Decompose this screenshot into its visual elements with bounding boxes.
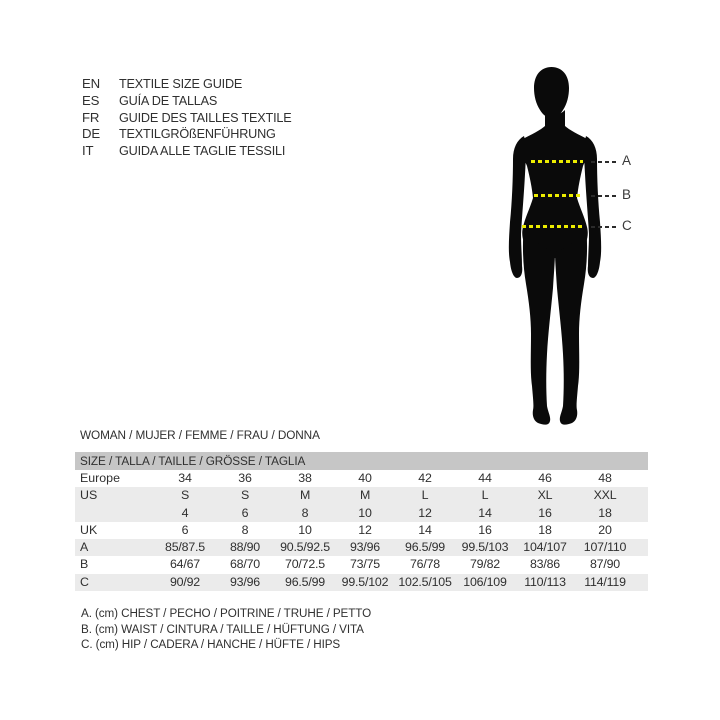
size-cell: 83/86 (529, 557, 560, 572)
size-cell: 87/90 (589, 557, 620, 572)
language-code: FR (82, 109, 100, 125)
size-cell: 34 (178, 471, 192, 485)
size-cell: 18 (538, 522, 552, 537)
size-cell: M (359, 488, 371, 503)
language-code: IT (82, 143, 94, 159)
table-row (75, 522, 648, 539)
row-label: Europe (80, 471, 120, 485)
marker-connector-dash-line (591, 195, 618, 197)
language-code: ES (82, 92, 100, 108)
row-label: C (80, 574, 89, 589)
size-cell: 44 (478, 471, 492, 485)
body-measure-dash-line (534, 194, 580, 197)
table-row (75, 470, 648, 487)
size-cell: 10 (358, 505, 372, 520)
size-cell: 18 (598, 505, 612, 520)
size-cell: 6 (241, 505, 249, 520)
size-cell: L (481, 488, 489, 503)
table-row (75, 574, 648, 591)
table-row (75, 556, 648, 573)
size-cell: 8 (241, 522, 249, 537)
size-cell: S (180, 488, 190, 503)
language-title: GUÍA DE TALLAS (119, 92, 218, 108)
table-row (75, 487, 648, 504)
body-measure-dash-line (522, 225, 584, 228)
measurement-notes (81, 606, 386, 653)
language-title: TEXTILE SIZE GUIDE (119, 76, 243, 91)
body-measure-dash-line (531, 160, 583, 163)
measurement-note: B. (cm) WAIST / CINTURA / TAILLE / HÜFTUNG / VITA (81, 621, 364, 636)
marker-connector-dash-line (591, 226, 618, 228)
size-cell: 114/119 (584, 574, 626, 589)
row-label: UK (80, 522, 98, 537)
size-cell: 10 (298, 522, 312, 537)
size-cell: XXL (593, 488, 617, 503)
size-cell: 68/70 (229, 557, 260, 572)
size-cell: S (240, 488, 250, 503)
size-cell: 64/67 (169, 557, 200, 572)
language-title: TEXTILGRÖßENFÜHRUNG (119, 126, 276, 142)
language-title: GUIDA ALLE TAGLIE TESSILI (119, 143, 286, 159)
row-label: US (80, 488, 98, 503)
size-cell: 106/109 (463, 574, 507, 589)
size-cell: 46 (538, 471, 552, 485)
marker-label: C (622, 218, 632, 233)
size-cell: 8 (301, 505, 309, 520)
language-row (82, 126, 299, 143)
language-code: EN (82, 76, 100, 91)
size-cell: 107/110 (583, 540, 627, 555)
language-code: DE (82, 126, 100, 142)
size-cell: 20 (598, 522, 612, 537)
size-cell: 40 (358, 471, 372, 485)
size-cell: 6 (181, 522, 189, 537)
size-cell: 79/82 (469, 557, 500, 572)
measurement-note: C. (cm) HIP / CADERA / HANCHE / HÜFTE / HIPS (81, 637, 341, 652)
woman-silhouette (509, 67, 601, 425)
size-cell: M (299, 488, 311, 503)
size-table-header: SIZE / TALLA / TAILLE / GRÖSSE / TAGLIA (75, 452, 648, 470)
table-row (75, 539, 648, 556)
size-cell: 90/92 (169, 574, 200, 589)
size-cell: L (421, 488, 429, 503)
size-cell: 70/72.5 (285, 557, 325, 572)
size-cell: XL (537, 488, 553, 503)
size-cell: 90.5/92.5 (280, 540, 330, 555)
marker-label: A (622, 153, 632, 168)
size-cell: 36 (238, 471, 252, 485)
size-cell: 4 (181, 505, 189, 520)
size-cell: 16 (538, 505, 552, 520)
size-cell: 93/96 (349, 540, 380, 555)
size-cell: 96.5/99 (285, 574, 325, 589)
section-title: WOMAN / MUJER / FEMME / FRAU / DONNA (80, 428, 320, 442)
size-table-body (75, 470, 648, 591)
size-cell: 73/75 (349, 557, 380, 572)
size-cell: 76/78 (409, 557, 440, 572)
woman-silhouette-figure (500, 60, 620, 430)
size-cell: 104/107 (523, 540, 567, 555)
size-table (75, 452, 648, 591)
language-list (82, 76, 299, 160)
marker-connector-dash-line (591, 161, 618, 163)
size-cell: 102.5/105 (398, 574, 452, 589)
size-cell: 99.5/103 (461, 540, 509, 555)
size-cell: 99.5/102 (341, 574, 389, 589)
size-cell: 48 (598, 471, 612, 485)
table-row (75, 505, 648, 522)
language-row (82, 143, 299, 160)
size-cell: 38 (298, 471, 312, 485)
row-label: B (80, 557, 89, 572)
language-row (82, 76, 299, 93)
size-cell: 93/96 (229, 574, 260, 589)
size-cell: 16 (478, 522, 492, 537)
marker-label: B (622, 187, 632, 202)
language-title: GUIDE DES TAILLES TEXTILE (119, 109, 292, 125)
size-cell: 12 (418, 505, 432, 520)
size-cell: 85/87.5 (165, 540, 205, 555)
size-cell: 14 (418, 522, 432, 537)
row-label (75, 505, 155, 522)
language-row (82, 110, 299, 127)
size-cell: 42 (418, 471, 432, 485)
size-cell: 96.5/99 (405, 540, 445, 555)
size-cell: 88/90 (229, 540, 260, 555)
size-cell: 110/113 (524, 574, 566, 589)
size-cell: 14 (478, 505, 492, 520)
measurement-note: A. (cm) CHEST / PECHO / POITRINE / TRUHE / PETTO (81, 606, 372, 620)
row-label: A (80, 540, 89, 555)
language-row (82, 93, 299, 110)
size-cell: 12 (358, 522, 372, 537)
